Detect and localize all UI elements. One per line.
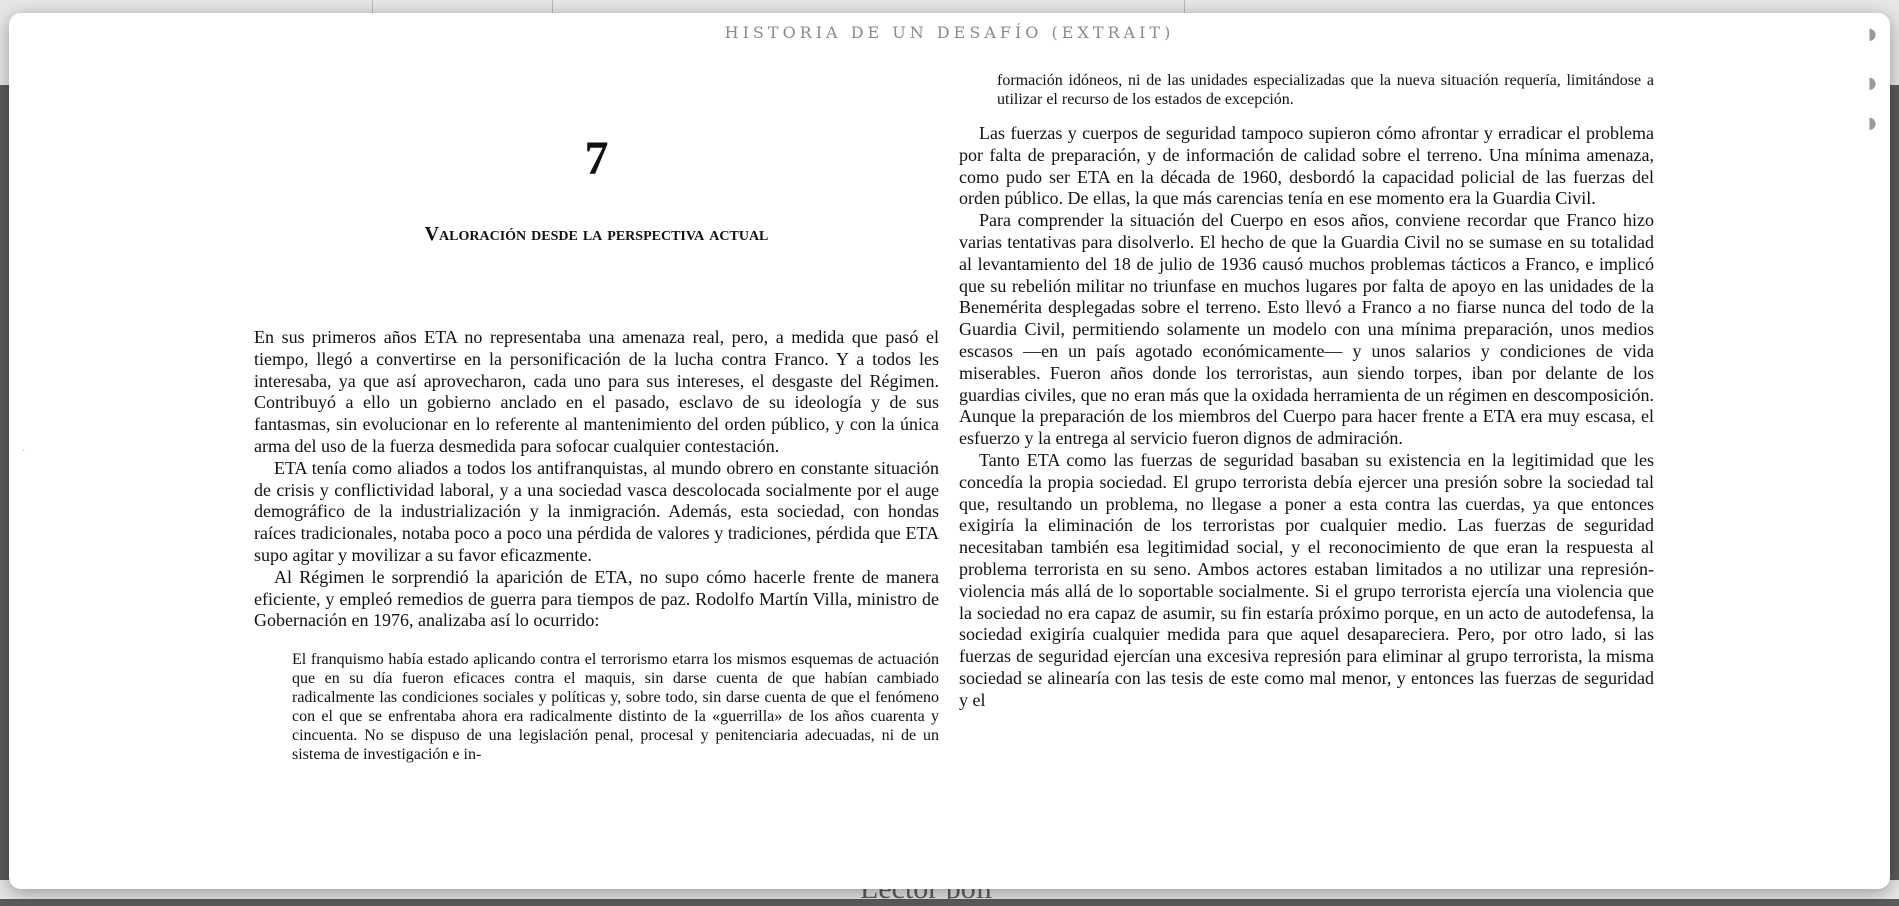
paragraph: Para comprender la situación del Cuerpo en esos años, conviene recordar que Franco hizo varias tentativas para disolverlo. El hecho de que la Guardia Civil no se sumase en su totalidad al levantamiento del 18 de julio de 1936 causó muchos problemas tácticos a Franco, e implicó que su rebelión militar no triunfase en muchos lugares por falta de apoyo en las unidades de la Benemérita desplegadas sobre el terreno. Esto llevó a Franco a no fiarse nunca del todo de la Guardia Civil, permitiendo solamente un modelo con una mínima preparación, unos medios escasos —en un país agotado económicamente— y unos salarios y condiciones de vida miserables. Fueron años donde los terroristas, aun siendo torpes, iban por delante de los guardias civiles, que no eran más que la oxidada herramienta de un régimen en descomposición. Aunque la preparación de los miembros del Cuerpo para hacer frente a ETA era muy escasa, el esfuerzo y la entrega al servicio fueron dignos de admiración.: [959, 210, 1654, 449]
side-handle-icon[interactable]: ◗: [1868, 24, 1877, 43]
block-quote-continuation: [997, 72, 1654, 109]
paragraph: ETA tenía como aliados a todos los antifranquistas, al mundo obrero en constante situación de crisis y conflictividad laboral, y a una sociedad vasca descolocada socialmente por el auge demográfico de la industrialización y la inmigración. Además, esta sociedad, con hondas raíces tradicionales, notaba poco a poco una pérdida de valores y tradiciones, pérdida que ETA supo agitar y movilizar a su favor eficazmente.: [254, 457, 939, 565]
paragraph: Al Régimen le sorprendió la aparición de ETA, no supo cómo hacerle frente de manera eficiente, y empleó remedios de guerra para tiempos de paz. Rodolfo Martín Villa, ministro de Gobernación en 1976, analizaba así lo ocurrido:: [254, 566, 939, 631]
left-body: [254, 327, 939, 632]
modal-title: HISTORIA DE UN DESAFÍO (EXTRAIT): [724, 23, 1175, 42]
paragraph: Tanto ETA como las fuerzas de seguridad basaban su existencia en la legitimidad que les concedía la propia sociedad. El grupo terrorista debía ejercer una presión sobre la sociedad tal que, resultando un problema, no llegase a poner a esta contra las cuerdas, ya que entonces exigiría la eliminación de los terroristas por cualquier medio. Las fuerzas de seguridad necesitaban también esa legitimidad social, y el reconocimiento de que eran la respuesta al problema terrorista en su seno. Ambos actores estaban limitados a no utilizar una represión-violencia más allá de lo soportable socialmente. Si el grupo terrorista ejercía una violencia que la sociedad no era capaz de asumir, su fin estaría próximo porque, en un acto de autodefensa, la sociedad exigiría cualquier medida para que aquel desapareciera. Pero, por otro lado, si las fuerzas de seguridad ejercían una excesiva represión para eliminar al grupo terrorista, la misma sociedad se alinearía con las tesis de este como mal menor, y entonces las fuerzas de seguridad y el: [959, 449, 1654, 710]
quote-text: formación idóneos, ni de las unidades especializadas que la nueva situación requería, limitándose a utilizar el recurso de los estados de excepción.: [997, 72, 1654, 108]
left-page: [254, 125, 939, 764]
document-preview-modal: [9, 13, 1890, 889]
right-page: [959, 72, 1654, 712]
toolbar-divider: [1184, 0, 1185, 13]
block-quote: [292, 650, 939, 764]
toolbar-divider: [552, 0, 553, 13]
right-body: [959, 123, 1654, 712]
side-handle-icon[interactable]: ◗: [1868, 73, 1877, 92]
edge-mark: ·: [22, 446, 26, 457]
toolbar-divider: [372, 0, 373, 13]
paragraph: Las fuerzas y cuerpos de seguridad tampoco supieron cómo afrontar y erradicar el problema por falta de preparación, y de información de calidad sobre el terreno. Una mínima amenaza, como pudo ser ETA en la década de 1960, desbordó la capacidad policial de las fuerzas del orden público. De ellas, la que más carencias tenía en ese momento era la Guardia Civil.: [959, 123, 1654, 209]
side-handle-icon[interactable]: ◗: [1868, 113, 1877, 132]
chapter-title: Valoración desde la perspectiva actual: [424, 223, 769, 245]
chapter-number: 7: [584, 132, 609, 185]
quote-text: El franquismo había estado aplicando contra el terrorismo etarra los mismos esquemas de actuación que en su día fueron eficaces contra el maquis, sin darse cuenta de que habían cambiado radicalmente las condiciones sociales y políticas y, sobre todo, sin darse cuenta de que el fenómeno con el que se enfrentaba ahora era radicalmente distinto de la «guerrilla» de los años cuarenta y cincuenta. No se dispuso de una legislación penal, procesal y penitenciaria adecuadas, ni de un sistema de investigación e in-: [292, 651, 939, 764]
paragraph: En sus primeros años ETA no representaba una amenaza real, pero, a medida que pasó el tiempo, llegó a convertirse en la personificación de la lucha contra Franco. Y a todos les interesaba, ya que así aprovecharon, cada uno para sus intereses, el desgaste del Régimen. Contribuyó a ello un gobierno anclado en el pasado, esclavo de su ideología y de sus fantasmas, sin evolucionar en lo referente al mantenimiento del orden público, y con la única arma del uso de la fuerza desmedida para sofocar cualquier contestación.: [254, 327, 939, 456]
